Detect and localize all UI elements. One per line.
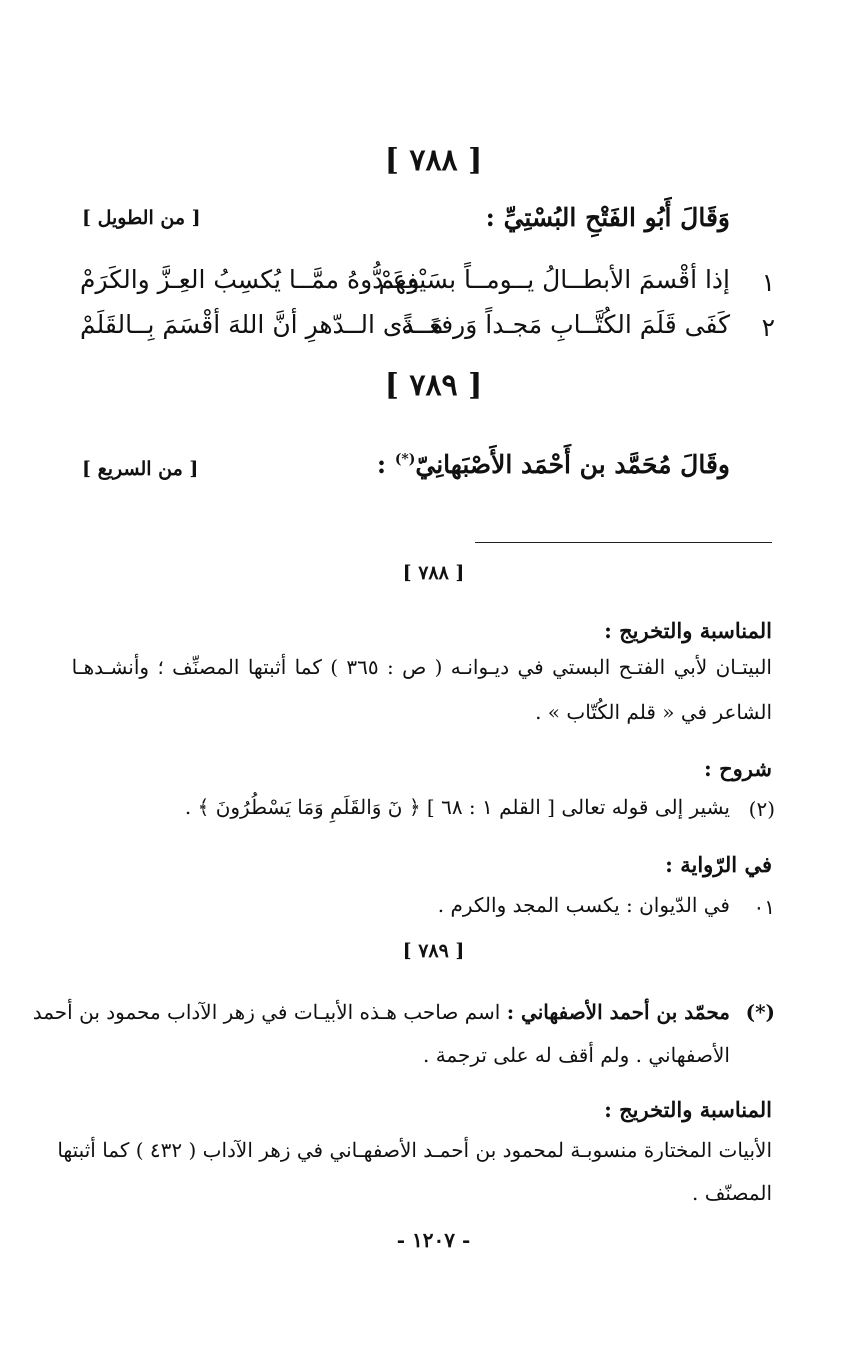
poem-789-intro (377, 450, 730, 479)
poem-788-intro: وَقَالَ أَبُو الفَتْحِ البُسْتِيِّ : (485, 203, 730, 232)
notes-788-occasion-heading: المناسبة والتخريج : (604, 618, 772, 643)
verse-2-first-hemistich: كَفَى قَلَمَ الكُتَّــابِ مَجـداً وَرفعَــةً (401, 310, 730, 339)
notes-788-commentary-marker: (٢) (748, 797, 775, 821)
poem-number-789: [ ٧٨٩ ] (384, 368, 483, 403)
notes-789-occasion-line-2: المصنّف . (691, 1181, 772, 1205)
notes-788-variants-heading: في الرّواية : (665, 852, 772, 877)
poem-789-colon: : (376, 450, 387, 479)
verse-1-second-hemistich: وعَـدُّوهُ ممَّــا يُكسِبُ العِـزَّ والكَرَمْ (80, 265, 420, 294)
notes-789-star-line-1 (32, 1000, 730, 1024)
verse-1-first-hemistich: إذا أقْسمَ الأبطــالُ يــومــاً بسَيْفِهمْ (378, 265, 730, 294)
notes-789-star-text: اسم صاحب هـذه الأبيـات في زهر الآداب محمود بن أحمد (32, 1000, 501, 1024)
poem-789-poet-name: وقَالَ مُحَمَّد بن أَحْمَد الأَصْبَهانِيّ (415, 450, 730, 479)
verse-2-number: ٢ (761, 313, 775, 342)
notes-number-789: [ ٧٨٩ ] (402, 940, 465, 962)
verse-1-number: ١ (761, 268, 775, 297)
notes-789-star-line-2: الأصفهاني . ولم أقف له على ترجمة . (422, 1043, 730, 1067)
notes-number-788: [ ٧٨٨ ] (402, 562, 465, 584)
poem-789-meter: [ من السريع ] (82, 458, 199, 480)
notes-788-occasion-line-1: البيتـان لأبي الفتـح البستي في ديـوانـه ( ص : ٣٦٥ ) كما أثبتها المصنِّف ؛ وأنشـدهـا (71, 655, 772, 679)
poem-788-meter: [ من الطويل ] (82, 207, 201, 229)
footnote-star-mark: (*) (394, 451, 416, 468)
notes-788-commentary-text: يشير إلى قوله تعالى [ القلم ١ : ٦٨ ] ﴿ نٓ وَالقَلَمِ وَمَا يَسْطُرُونَ ﴾ . (184, 795, 730, 819)
notes-789-occasion-line-1: الأبيات المختارة منسوبـة لمحمود بن أحمـد الأصفهـاني في زهر الآداب ( ٤٣٢ ) كما أثبتها (57, 1138, 772, 1162)
notes-788-commentary-heading: شروح : (704, 756, 772, 781)
poem-number-788: [ ٧٨٨ ] (384, 143, 483, 178)
page-number: - ١٢٠٧ - (396, 1228, 471, 1252)
verse-2-second-hemistich: مَــدى الــدّهرِ أنَّ اللهَ أقْسَمَ بِــالقَلَمْ (80, 310, 444, 339)
notes-788-occasion-line-2: الشاعر في « قلم الكُتّاب » . (535, 700, 772, 724)
notes-788-variants-text: في الدّيوان : يكسب المجد والكرم . (437, 893, 730, 917)
notes-788-variants-marker: ٠١ (753, 895, 775, 919)
footnote-separator (475, 542, 772, 543)
notes-789-star-name: محمّد بن أحمد الأصفهاني : (506, 1000, 730, 1024)
notes-789-star-marker: (*) (745, 1000, 775, 1024)
notes-789-occasion-heading: المناسبة والتخريج : (604, 1097, 772, 1122)
